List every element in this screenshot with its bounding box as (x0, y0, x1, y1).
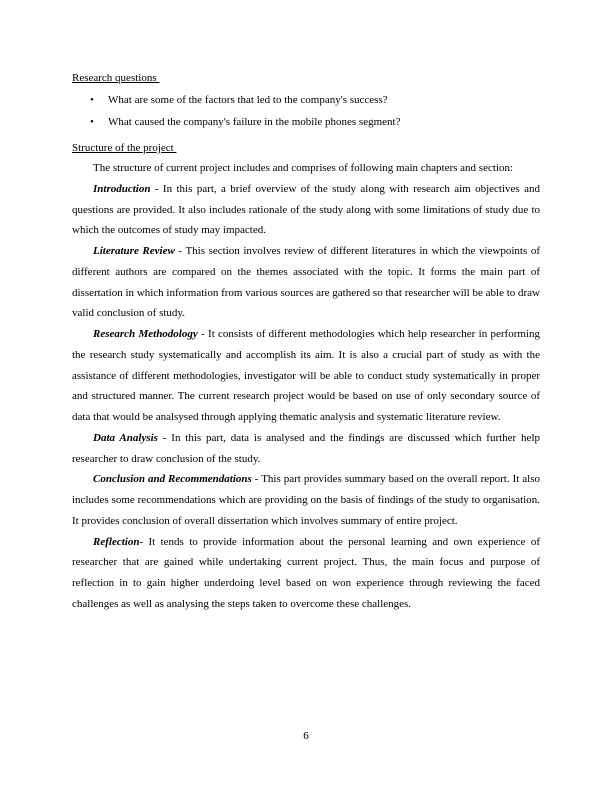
section-term: Research Methodology (93, 328, 198, 340)
research-questions-heading: Research questions (72, 72, 160, 84)
list-item (72, 112, 540, 132)
section-conclusion-recommendations (72, 469, 540, 531)
structure-intro: The structure of current project includes and comprises of following main chapters and section: (93, 162, 514, 174)
list-item-text: What are some of the factors that led to the company's success? (108, 94, 388, 106)
section-text: - In this part, data is analysed and the findings are discussed which further help researcher to draw conclusion of the study. (72, 431, 540, 465)
document-page (72, 68, 540, 615)
page-number: 6 (303, 730, 309, 742)
bullet-icon: • (90, 116, 94, 128)
section-term: Literature Review (93, 245, 175, 257)
section-data-analysis (72, 428, 540, 470)
section-introduction (72, 179, 540, 241)
section-text: - It consists of different methodologies which help researcher in performing the research study systematically and accomplish its aim. It is also a crucial part of study as with the assistance of different methodologies, investigator will be able to conduct study systematically in proper and structured manner. The current research project would be based on use of only secondary source of data that would be analsysed through applying thematic analysis and systematic literature review. (72, 328, 540, 423)
section-term: Reflection (93, 535, 140, 548)
section-text: - This part provides summary based on the overall report. It also includes some recommendations which are providing on the basis of findings of the study to organisation. It provides conclusion of overall dissertation which involves summary of entire project. (72, 473, 541, 527)
research-questions-list (72, 90, 540, 132)
section-literature-review (72, 241, 540, 324)
section-reflection (72, 532, 540, 615)
section-term: Introduction (93, 182, 151, 195)
section-term: Data Analysis (93, 431, 158, 444)
list-item-text: What caused the company's failure in the mobile phones segment? (108, 116, 401, 128)
section-research-methodology (72, 324, 540, 428)
section-text: - This section involves review of different literatures in which the viewpoints of different authors are compared on the themes associated with the topic. It forms the main part of dissertation in which information from various sources are gathered so that researcher will be able to draw valid conclusion of study. (72, 245, 540, 320)
section-text: - In this part, a brief overview of the study along with research aim objectives and questions are provided. It also includes rationale of the study along with some limitations of study due to which the outcomes of study may impacted. (72, 182, 540, 237)
structure-heading: Structure of the project (72, 142, 177, 154)
bullet-icon: • (90, 94, 94, 106)
section-term: Conclusion and Recommendations (93, 473, 252, 486)
section-text: - It tends to provide information about the personal learning and own experience of researcher that are gained while undertaking current project. Thus, the main focus and purpose of reflection in to gain higher underdoing level based on won experience through reviewing the faced challenges as well as analysing the steps taken to overcome these challenges. (72, 535, 540, 610)
list-item (72, 90, 540, 110)
